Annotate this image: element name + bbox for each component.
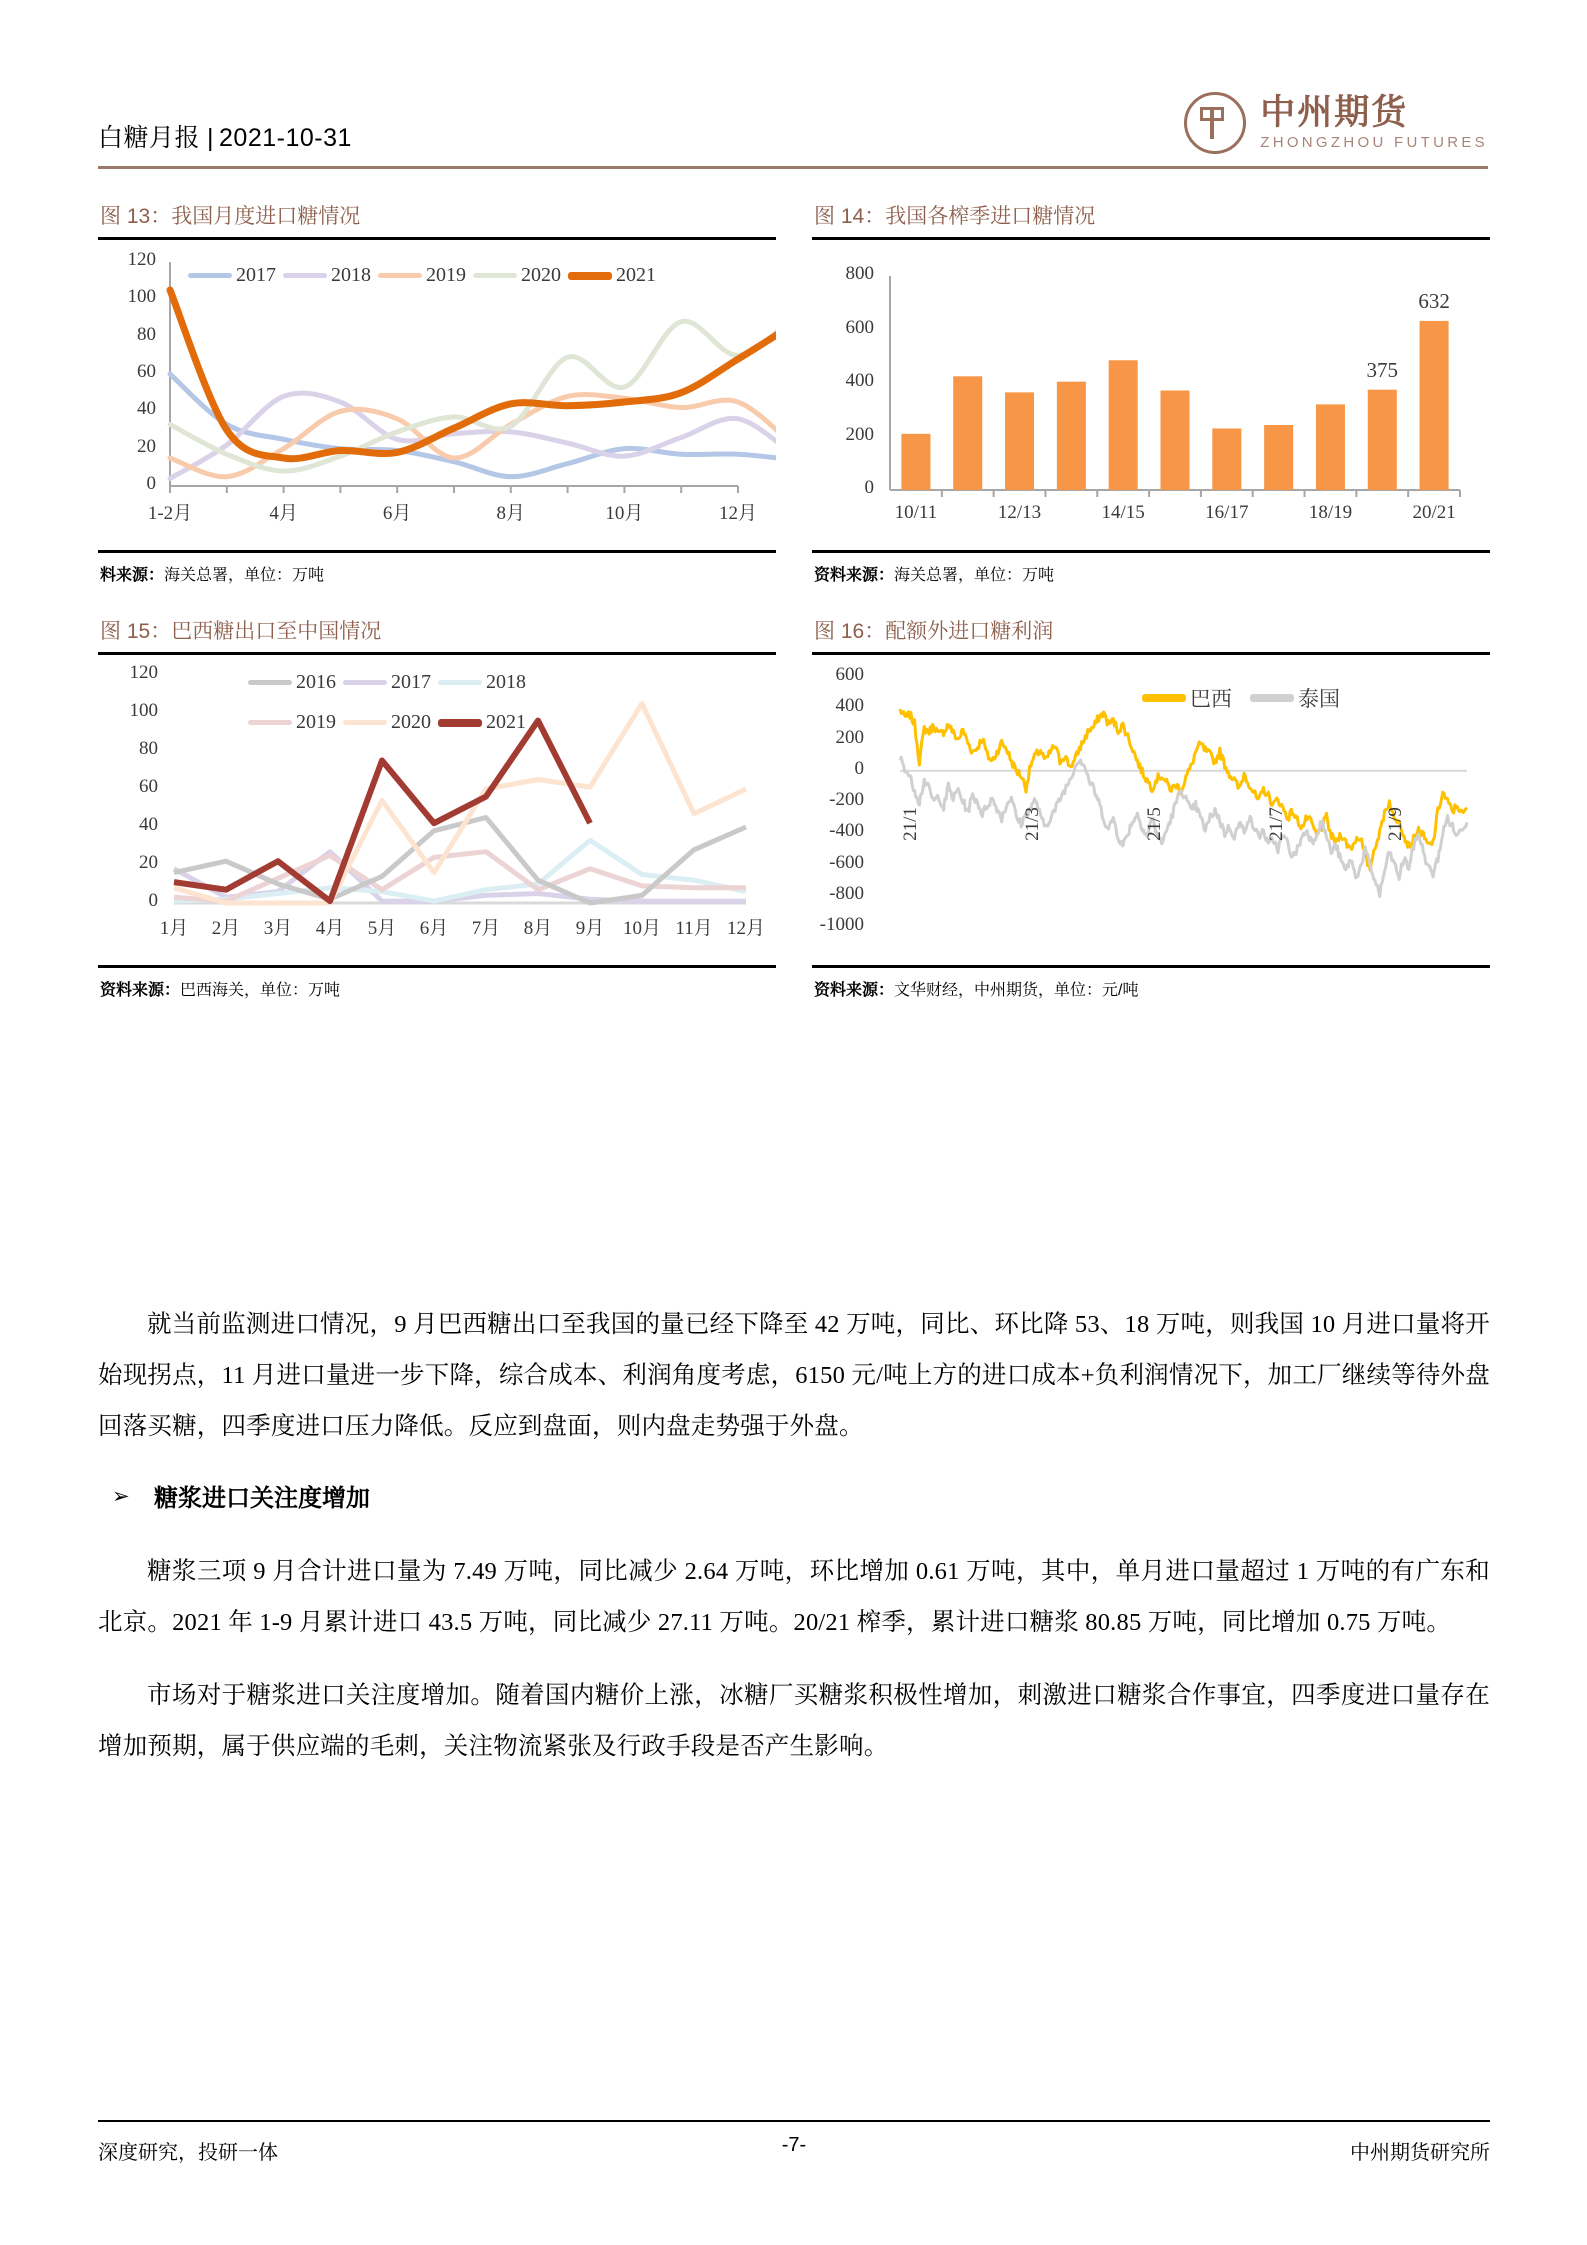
- legend-label: 2019: [296, 711, 336, 733]
- figure-16-source-text: 文华财经，中州期货，单位：元/吨: [894, 982, 1139, 999]
- figure-14: [812, 196, 1490, 595]
- y-axis-tick: 400: [835, 695, 864, 717]
- bar-value-label: 375: [1366, 357, 1399, 382]
- y-axis-tick: 80: [137, 323, 156, 345]
- figure-16-plot: [812, 652, 1490, 968]
- y-axis-tick: 80: [139, 738, 158, 759]
- chart-legend: [188, 264, 656, 287]
- x-axis-tick: 8月: [496, 503, 526, 524]
- logo-name-en: ZHONGZHOU FUTURES: [1260, 134, 1488, 152]
- company-logo: [1184, 92, 1488, 154]
- figure-15-title: 图 15：巴西糖出口至中国情况: [100, 620, 382, 643]
- y-axis-tick: 20: [137, 435, 156, 457]
- legend-item: [343, 671, 431, 694]
- x-axis-tick: 21/5: [1144, 806, 1166, 841]
- x-axis-tick: 3月: [263, 918, 293, 939]
- figure-row-1: [98, 196, 1490, 595]
- legend-label: 2017: [236, 264, 276, 286]
- x-axis-tick: 4月: [269, 503, 298, 524]
- x-axis-tick: 10月: [622, 918, 661, 939]
- y-axis-tick: 60: [137, 361, 156, 382]
- figure-13-source-text: 海关总署，单位：万吨: [164, 567, 325, 584]
- x-axis-tick: 6月: [382, 503, 412, 524]
- legend-swatch: [188, 273, 232, 278]
- figure-13: [98, 196, 776, 595]
- figure-14-source-label: 资料来源：: [814, 567, 895, 584]
- footer-row: [98, 2122, 1490, 2165]
- legend-item: [248, 711, 336, 734]
- legend-item: [248, 671, 336, 694]
- figure-13-title: 图 13：我国月度进口糖情况: [100, 205, 361, 228]
- figure-15-plot: [98, 652, 776, 968]
- logo-text: [1260, 92, 1488, 152]
- legend-label: 2021: [486, 711, 526, 733]
- legend-swatch: [283, 273, 327, 278]
- x-axis-tick: 12/13: [997, 502, 1042, 523]
- legend-item: [568, 264, 656, 287]
- figure-row-2: [98, 611, 1490, 1010]
- x-axis-tick: 21/3: [1022, 806, 1044, 841]
- figure-16-source-label: 资料来源：: [814, 982, 895, 999]
- bar-value-label: 632: [1418, 288, 1450, 313]
- y-axis-tick: -400: [829, 820, 864, 842]
- header-title: [98, 118, 352, 154]
- paragraph-3: 市场对于糖浆进口关注度增加。随着国内糖价上涨，冰糖厂买糖浆积极性增加，刺激进口糖浆合作事宜，四季度进口量存在增加预期，属于供应端的毛刺，关注物流紧张及行政手段是否产生影响。: [98, 1681, 1490, 1760]
- chart-legend: [248, 671, 526, 694]
- x-axis-tick: 6月: [419, 918, 449, 939]
- x-axis-tick: 10月: [605, 503, 644, 524]
- x-axis-tick: 10/11: [894, 502, 938, 523]
- legend-swatch: [568, 272, 612, 280]
- document-content: [98, 1300, 1490, 1795]
- legend-swatch: [438, 719, 482, 727]
- legend-swatch: [343, 680, 387, 685]
- y-axis-tick: 0: [146, 473, 156, 494]
- figure-15-source: [98, 968, 776, 1010]
- chart-legend: [1142, 683, 1340, 713]
- y-axis-tick: -600: [829, 851, 864, 873]
- y-axis-tick: 100: [129, 700, 158, 721]
- legend-item: [438, 711, 526, 734]
- x-axis-tick: 16/17: [1205, 502, 1249, 523]
- x-axis-tick: 4月: [315, 918, 345, 939]
- x-axis-tick: 9月: [575, 918, 605, 939]
- x-axis-tick: 7月: [471, 918, 501, 939]
- legend-item: [1250, 683, 1340, 713]
- figure-13-plot: [98, 237, 776, 553]
- figure-15-source-text: 巴西海关，单位：万吨: [180, 982, 341, 999]
- y-axis-tick: 200: [845, 423, 874, 445]
- y-axis-tick: 120: [127, 249, 156, 270]
- report-title: 白糖月报: [98, 124, 201, 152]
- x-axis-tick: 14/15: [1101, 502, 1145, 523]
- figure-14-source-text: 海关总署，单位：万吨: [894, 567, 1055, 584]
- y-axis-tick: 20: [139, 852, 158, 873]
- x-axis-tick: 21/7: [1266, 806, 1288, 841]
- x-axis-tick: 5月: [367, 918, 397, 939]
- legend-item: [438, 671, 526, 694]
- figure-16-title: 图 16：配额外进口糖利润: [814, 620, 1054, 643]
- figure-grid: [98, 196, 1490, 1010]
- y-axis-tick: 600: [845, 316, 874, 338]
- x-axis-tick: 1-2月: [147, 503, 193, 524]
- y-axis-tick: 40: [137, 398, 156, 420]
- y-axis-tick: 0: [148, 890, 158, 911]
- legend-swatch: [438, 680, 482, 685]
- legend-label: 2020: [521, 264, 561, 286]
- footer-right: 中州期货研究所: [1350, 2142, 1490, 2164]
- y-axis-tick: 100: [127, 286, 156, 308]
- figure-13-source: [98, 553, 776, 595]
- y-axis-tick: 400: [845, 370, 874, 391]
- x-axis-tick: 20/21: [1412, 502, 1456, 523]
- y-axis-tick: -200: [829, 789, 864, 810]
- chart-legend: [248, 711, 526, 734]
- y-axis-tick: 0: [854, 757, 864, 779]
- y-axis-tick: 120: [129, 662, 158, 683]
- figure-16: [812, 611, 1490, 1010]
- figure-15: [98, 611, 776, 1010]
- legend-swatch: [343, 720, 387, 725]
- legend-item: [188, 264, 276, 287]
- x-axis-tick: 21/1: [900, 806, 922, 841]
- paragraph-1: 就当前监测进口情况，9 月巴西糖出口至我国的量已经下降至 42 万吨，同比、环比降 53、18 万吨，则我国 10 月进口量将开始现拐点，11 月进口量进一步下降，综合成本、利润角度考虑，6150 元/吨上方的进口成本+负利润情况下，加工厂继续等待外盘回落买糖，四季度进口压力降低。反应到盘面，则内盘走势强于外盘。: [98, 1311, 1490, 1440]
- figure-15-source-label: 资料来源：: [100, 982, 181, 999]
- figure-row-gap: [98, 595, 1490, 611]
- legend-swatch: [1142, 694, 1186, 702]
- x-axis-tick: 8月: [523, 918, 553, 939]
- legend-label: 巴西: [1190, 688, 1232, 711]
- logo-name-cn: 中州期货: [1260, 92, 1409, 132]
- legend-label: 2018: [486, 671, 526, 693]
- x-axis-tick: 12月: [726, 918, 765, 939]
- figure-16-source: [812, 968, 1490, 1010]
- legend-label: 2021: [616, 264, 656, 286]
- report-date: 2021-10-31: [219, 124, 352, 152]
- legend-swatch: [473, 273, 517, 278]
- legend-label: 2019: [426, 264, 466, 286]
- legend-item: [473, 264, 561, 287]
- legend-label: 2017: [391, 671, 431, 693]
- figure-14-source: [812, 553, 1490, 595]
- header-divider: [98, 166, 1488, 169]
- legend-label: 2020: [391, 711, 431, 733]
- y-axis-tick: -800: [829, 882, 864, 904]
- legend-item: [378, 264, 466, 287]
- page-number: -7-: [781, 2134, 807, 2156]
- figure-14-title: 图 14：我国各榨季进口糖情况: [814, 205, 1096, 228]
- header-separator: |: [207, 124, 215, 152]
- legend-swatch: [248, 680, 292, 685]
- y-axis-tick: -1000: [819, 914, 864, 935]
- y-axis-tick: 40: [139, 814, 158, 835]
- legend-label: 泰国: [1298, 688, 1340, 711]
- x-axis-tick: 2月: [211, 918, 241, 939]
- y-axis-tick: 800: [845, 263, 874, 284]
- paragraph-2: 糖浆三项 9 月合计进口量为 7.49 万吨，同比减少 2.64 万吨，环比增加 0.61 万吨，其中，单月进口量超过 1 万吨的有广东和北京。2021 年 1-9 月累计进口 43.5 万吨，同比减少 27.11 万吨。20/21 榨季，累计进口糖浆 80.85 万吨，同比增加 0.75 万吨。: [98, 1557, 1490, 1636]
- logo-emblem-icon: [1184, 92, 1246, 154]
- y-axis-tick: 0: [864, 477, 874, 498]
- legend-swatch: [1250, 694, 1294, 702]
- figure-13-source-label: 料来源：: [100, 567, 165, 584]
- legend-label: 2018: [331, 264, 371, 286]
- page-footer: [98, 2120, 1490, 2165]
- x-axis-tick: 18/19: [1308, 502, 1353, 523]
- bullet-heading-1-text: 糖浆进口关注度增加: [154, 1484, 370, 1512]
- y-axis-tick: 600: [835, 664, 864, 685]
- y-axis-tick: 60: [139, 776, 158, 797]
- footer-left: 深度研究，投研一体: [98, 2142, 278, 2164]
- legend-label: 2016: [296, 671, 336, 693]
- legend-swatch: [248, 720, 292, 725]
- y-axis-tick: 200: [835, 726, 864, 748]
- legend-item: [1142, 683, 1232, 713]
- bullet-arrow-icon: ➢: [112, 1483, 130, 1508]
- legend-item: [343, 711, 431, 734]
- legend-swatch: [378, 273, 422, 278]
- x-axis-tick: 12月: [718, 503, 757, 524]
- legend-item: [283, 264, 371, 287]
- x-axis-tick: 1月: [159, 918, 189, 939]
- x-axis-tick: 21/9: [1385, 806, 1407, 841]
- x-axis-tick: 11月: [675, 918, 713, 939]
- bullet-heading-1: [98, 1475, 1490, 1523]
- figure-14-plot: [812, 237, 1490, 553]
- page-header: [98, 92, 1488, 180]
